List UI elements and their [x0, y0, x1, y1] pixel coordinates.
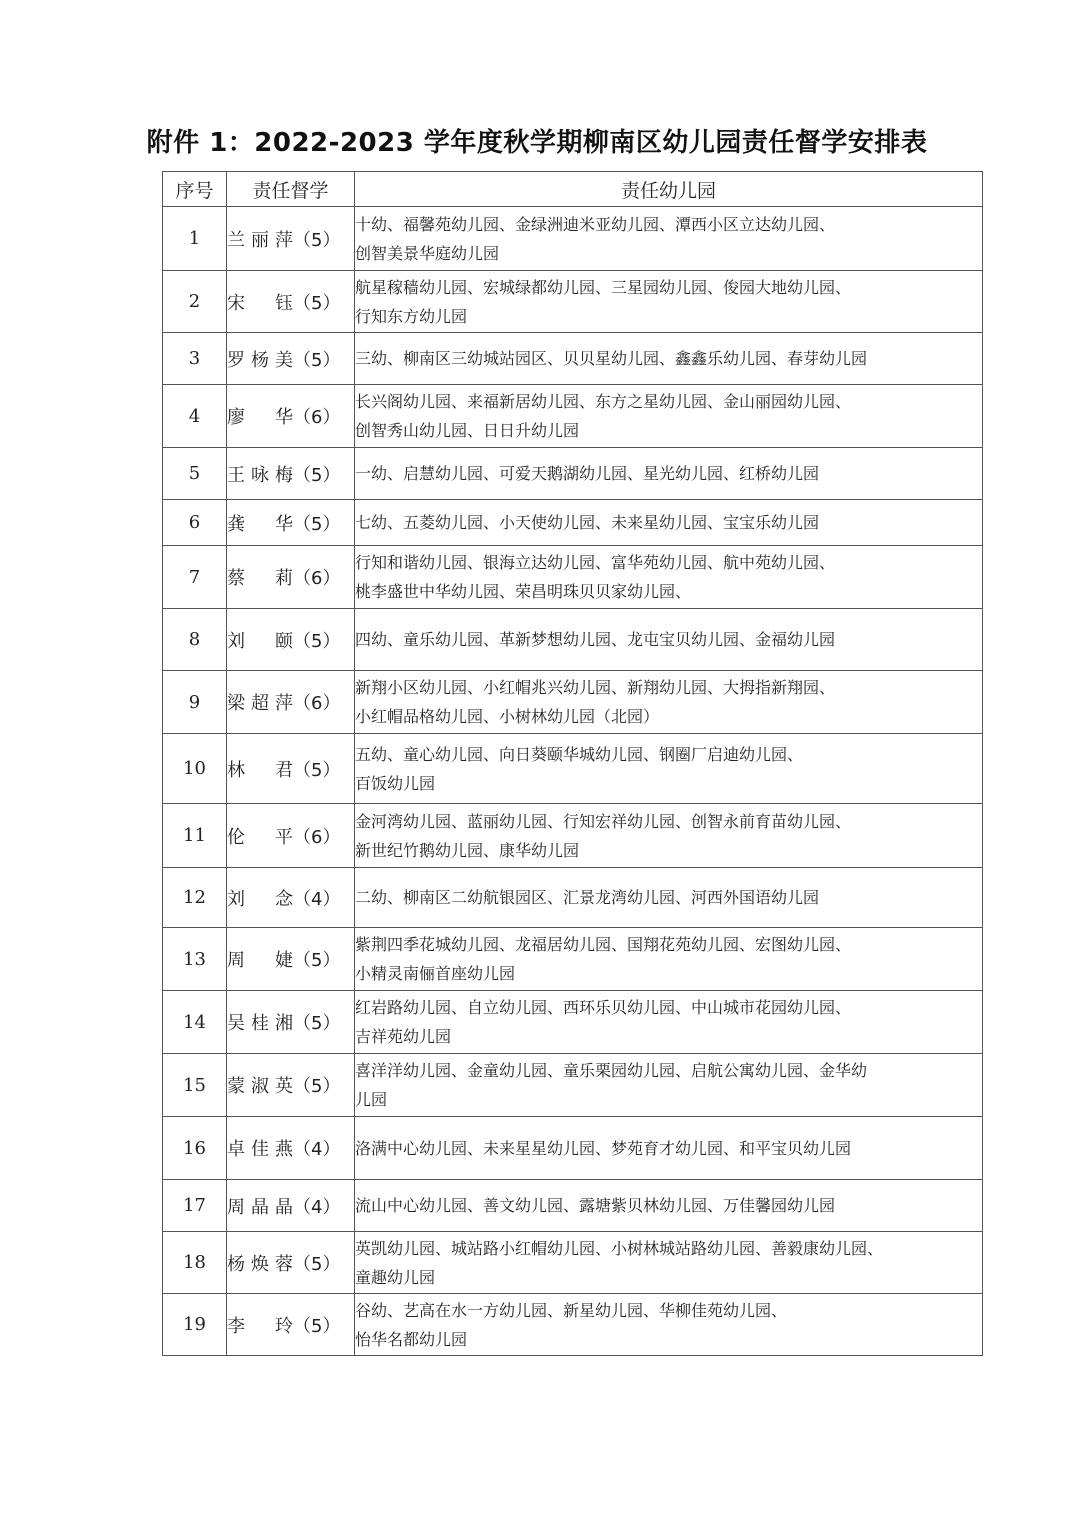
supervisor-name: 周晶晶: [227, 1196, 293, 1218]
supervisor-cell: [227, 1180, 355, 1232]
kindergarten-count: （5）: [293, 950, 341, 971]
row-number: 16: [163, 1117, 227, 1180]
supervisor-name: 王咏梅: [227, 464, 293, 486]
kindergarten-line: 百饭幼儿园: [355, 773, 436, 793]
kindergarten-line: 五幼、童心幼儿园、向日葵颐华城幼儿园、钢圈厂启迪幼儿园、: [355, 744, 804, 764]
kindergarten-line: 小精灵南俪首座幼儿园: [355, 964, 516, 983]
supervisor-cell: [227, 991, 355, 1054]
table-row: [163, 385, 983, 448]
row-number: 12: [163, 868, 227, 928]
kindergarten-count: （4）: [293, 1196, 341, 1218]
kindergarten-count: （5）: [293, 513, 341, 535]
kindergarten-line: 长兴阁幼儿园、来福新居幼儿园、东方之星幼儿园、金山丽园幼儿园、: [355, 392, 852, 411]
row-number: 17: [163, 1180, 227, 1232]
table-row: [163, 804, 983, 868]
supervisor-name: 刘念: [227, 888, 293, 910]
kindergarten-line: 行知东方幼儿园: [355, 306, 468, 326]
kindergarten-line: 小红帽品格幼儿园、小树林幼儿园（北园）: [355, 707, 660, 726]
kindergarten-count: （5）: [293, 464, 341, 486]
kindergarten-line: 航星稼穑幼儿园、宏城绿都幼儿园、三星园幼儿园、俊园大地幼儿园、: [355, 277, 852, 297]
kindergarten-list: [355, 546, 983, 609]
row-number: 10: [163, 734, 227, 804]
kindergarten-count: （5）: [293, 759, 341, 781]
kindergarten-list: [355, 385, 983, 448]
kindergarten-count: （5）: [293, 1253, 341, 1275]
row-number: 18: [163, 1232, 227, 1294]
row-number: 3: [163, 333, 227, 385]
kindergarten-count: （5）: [293, 292, 341, 314]
table-row: [163, 546, 983, 609]
row-number: 6: [163, 500, 227, 546]
supervisor-name: 刘颐: [227, 630, 293, 652]
kindergarten-list: [355, 207, 983, 271]
kindergarten-line: 创智秀山幼儿园、日日升幼儿园: [355, 421, 580, 440]
kindergarten-line: 红岩路幼儿园、自立幼儿园、西环乐贝幼儿园、中山城市花园幼儿园、: [355, 998, 852, 1017]
kindergarten-list: [355, 1294, 983, 1356]
kindergarten-count: （4）: [293, 888, 341, 910]
supervisor-cell: [227, 271, 355, 333]
kindergarten-line: 一幼、启慧幼儿园、可爱天鹅湖幼儿园、星光幼儿园、红桥幼儿园: [355, 464, 820, 483]
kindergarten-count: （6）: [293, 407, 341, 428]
table-row: [163, 671, 983, 734]
kindergarten-line: 二幼、柳南区二幼航银园区、汇景龙湾幼儿园、河西外国语幼儿园: [355, 888, 820, 907]
supervisor-cell: [227, 868, 355, 928]
table-row: [163, 1180, 983, 1232]
table-body: [163, 207, 983, 1356]
kindergarten-list: [355, 333, 983, 385]
supervisor-name: 杨焕蓉: [227, 1253, 293, 1275]
table-row: [163, 333, 983, 385]
table-row: [163, 868, 983, 928]
document-title: 附件 1：2022-2023 学年度秋学期柳南区幼儿园责任督学安排表: [146, 128, 928, 158]
supervisor-name: 周婕: [227, 950, 293, 971]
row-number: 4: [163, 385, 227, 448]
kindergarten-line: 吉祥苑幼儿园: [355, 1027, 452, 1046]
supervisor-name: 兰丽萍: [227, 229, 293, 251]
kindergarten-count: （6）: [293, 568, 341, 589]
kindergarten-count: （5）: [293, 1013, 341, 1034]
kindergarten-list: [355, 734, 983, 804]
kindergarten-line: 新世纪竹鹅幼儿园、康华幼儿园: [355, 840, 580, 860]
supervisor-name: 宋钰: [227, 292, 293, 314]
table-row: [163, 1294, 983, 1356]
supervisor-cell: [227, 333, 355, 385]
kindergarten-line: 紫荆四季花城幼儿园、龙福居幼儿园、国翔花苑幼儿园、宏图幼儿园、: [355, 935, 852, 954]
kindergarten-list: [355, 1117, 983, 1180]
supervisor-cell: [227, 804, 355, 868]
row-number: 11: [163, 804, 227, 868]
header-supervisor: 责任督学: [227, 172, 355, 207]
table-row: [163, 500, 983, 546]
table-header-row: [163, 172, 983, 207]
row-number: 1: [163, 207, 227, 271]
kindergarten-list: [355, 271, 983, 333]
kindergarten-list: [355, 991, 983, 1054]
kindergarten-line: 创智美景华庭幼儿园: [355, 243, 500, 263]
header-kindergartens: 责任幼儿园: [355, 172, 983, 207]
kindergarten-line: 儿园: [355, 1090, 388, 1109]
supervision-table: [162, 171, 983, 1356]
kindergarten-list: [355, 1232, 983, 1294]
supervisor-cell: [227, 448, 355, 500]
header-index: 序号: [163, 172, 227, 207]
kindergarten-line: 行知和谐幼儿园、银海立达幼儿园、富华苑幼儿园、航中苑幼儿园、: [355, 553, 836, 572]
row-number: 5: [163, 448, 227, 500]
supervisor-cell: [227, 385, 355, 448]
kindergarten-list: [355, 928, 983, 991]
row-number: 8: [163, 609, 227, 671]
supervisor-name: 林君: [227, 759, 293, 781]
kindergarten-count: （5）: [293, 1315, 341, 1337]
kindergarten-line: 四幼、童乐幼儿园、革新梦想幼儿园、龙屯宝贝幼儿园、金福幼儿园: [355, 630, 836, 649]
kindergarten-count: （5）: [293, 349, 341, 371]
kindergarten-list: [355, 671, 983, 734]
kindergarten-list: [355, 448, 983, 500]
kindergarten-line: 怡华名都幼儿园: [355, 1329, 468, 1349]
kindergarten-list: [355, 868, 983, 928]
supervisor-name: 廖华: [227, 407, 293, 428]
supervisor-name: 伦平: [227, 826, 293, 848]
kindergarten-count: （5）: [293, 630, 341, 652]
table-row: [163, 207, 983, 271]
kindergarten-line: 十幼、福馨苑幼儿园、金绿洲迪米亚幼儿园、潭西小区立达幼儿园、: [355, 214, 836, 234]
table-row: [163, 928, 983, 991]
kindergarten-list: [355, 1054, 983, 1117]
supervisor-cell: [227, 500, 355, 546]
supervisor-cell: [227, 1232, 355, 1294]
supervisor-cell: [227, 734, 355, 804]
kindergarten-line: 桃李盛世中华幼儿园、荣昌明珠贝贝家幼儿园、: [355, 582, 692, 601]
row-number: 15: [163, 1054, 227, 1117]
supervisor-cell: [227, 1294, 355, 1356]
row-number: 14: [163, 991, 227, 1054]
supervisor-name: 梁超萍: [227, 693, 293, 714]
table-row: [163, 1232, 983, 1294]
row-number: 9: [163, 671, 227, 734]
kindergarten-count: （6）: [293, 826, 341, 848]
table-row: [163, 1117, 983, 1180]
row-number: 2: [163, 271, 227, 333]
kindergarten-count: （6）: [293, 693, 341, 714]
kindergarten-count: （5）: [293, 1076, 341, 1097]
table-row: [163, 991, 983, 1054]
supervisor-cell: [227, 546, 355, 609]
kindergarten-line: 七幼、五菱幼儿园、小天使幼儿园、未来星幼儿园、宝宝乐幼儿园: [355, 513, 820, 532]
kindergarten-list: [355, 1180, 983, 1232]
table-row: [163, 609, 983, 671]
supervisor-name: 李玲: [227, 1315, 293, 1337]
kindergarten-list: [355, 804, 983, 868]
kindergarten-line: 英凯幼儿园、城站路小红帽幼儿园、小树林城站路幼儿园、善毅康幼儿园、: [355, 1238, 884, 1258]
supervisor-cell: [227, 1117, 355, 1180]
kindergarten-line: 金河湾幼儿园、蓝丽幼儿园、行知宏祥幼儿园、创智永前育苗幼儿园、: [355, 811, 852, 831]
kindergarten-line: 新翔小区幼儿园、小红帽兆兴幼儿园、新翔幼儿园、大拇指新翔园、: [355, 678, 836, 697]
table-row: [163, 271, 983, 333]
kindergarten-line: 童趣幼儿园: [355, 1267, 436, 1287]
supervisor-name: 吴桂湘: [227, 1013, 293, 1034]
supervisor-name: 蒙淑英: [227, 1076, 293, 1097]
kindergarten-line: 谷幼、艺高在水一方幼儿园、新星幼儿园、华柳佳苑幼儿园、: [355, 1300, 788, 1320]
row-number: 19: [163, 1294, 227, 1356]
kindergarten-count: （5）: [293, 229, 341, 251]
kindergarten-list: [355, 500, 983, 546]
table-row: [163, 734, 983, 804]
supervisor-name: 蔡莉: [227, 568, 293, 589]
supervisor-cell: [227, 928, 355, 991]
table-row: [163, 448, 983, 500]
kindergarten-list: [355, 609, 983, 671]
kindergarten-line: 洛满中心幼儿园、未来星星幼儿园、梦苑育才幼儿园、和平宝贝幼儿园: [355, 1138, 852, 1158]
kindergarten-count: （4）: [293, 1139, 341, 1160]
row-number: 13: [163, 928, 227, 991]
kindergarten-line: 三幼、柳南区三幼城站园区、贝贝星幼儿园、鑫鑫乐幼儿园、春芽幼儿园: [355, 349, 868, 368]
kindergarten-line: 流山中心幼儿园、善文幼儿园、露塘紫贝林幼儿园、万佳馨园幼儿园: [355, 1196, 836, 1215]
supervisor-name: 龚华: [227, 513, 293, 535]
supervisor-cell: [227, 1054, 355, 1117]
supervisor-name: 罗杨美: [227, 349, 293, 371]
supervisor-cell: [227, 671, 355, 734]
supervisor-name: 卓佳燕: [227, 1139, 293, 1160]
supervisor-cell: [227, 207, 355, 271]
table-row: [163, 1054, 983, 1117]
kindergarten-line: 喜洋洋幼儿园、金童幼儿园、童乐栗园幼儿园、启航公寓幼儿园、金华幼: [355, 1061, 868, 1080]
supervisor-cell: [227, 609, 355, 671]
row-number: 7: [163, 546, 227, 609]
